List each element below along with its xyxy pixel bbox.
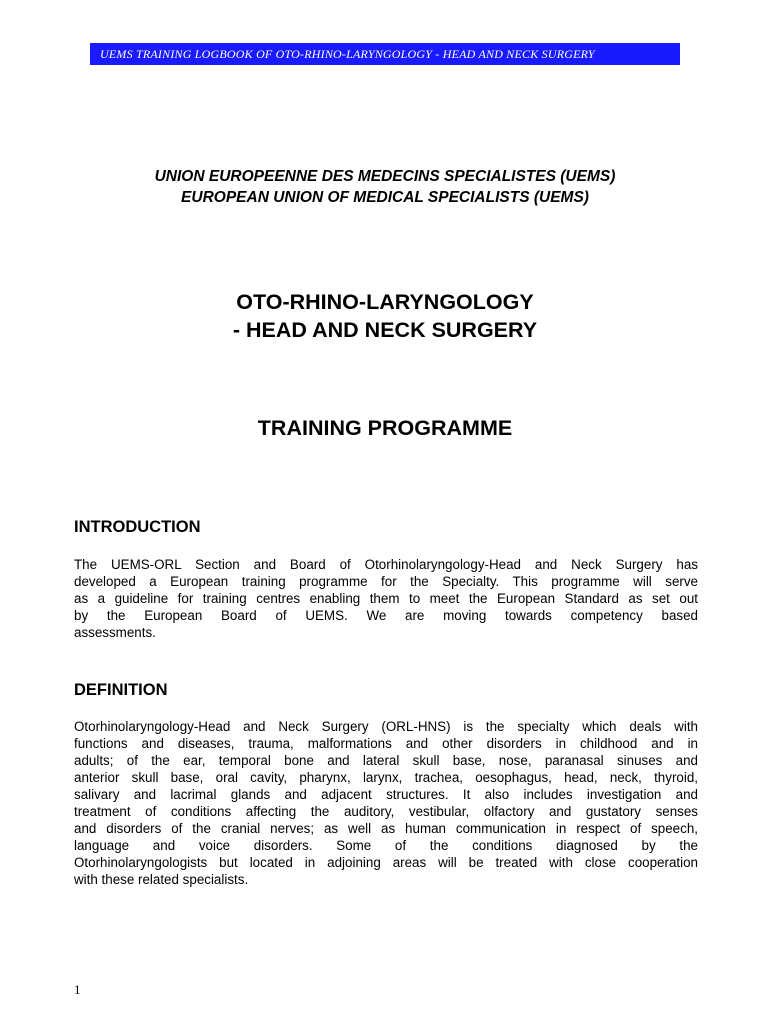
page-number: 1: [74, 982, 81, 997]
document-title: [0, 288, 770, 344]
definition-line: salivary and lacrimal glands and adjacent structures. It also includes investigation and: [74, 787, 698, 802]
document-title-line2: - HEAD AND NECK SURGERY: [232, 318, 538, 342]
definition-paragraph: [74, 718, 698, 888]
definition-line: with these related specialists.: [74, 872, 249, 887]
introduction-line: as a guideline for training centres enabling them to meet the European Standard as set out: [74, 591, 698, 606]
organization-line-english: EUROPEAN UNION OF MEDICAL SPECIALISTS (UEMS): [181, 189, 589, 206]
definition-line: language and voice disorders. Some of the conditions diagnosed by the: [74, 838, 698, 853]
introduction-line: assessments.: [74, 625, 156, 640]
introduction-heading: INTRODUCTION: [74, 518, 201, 536]
introduction-line: developed a European training programme for the Specialty. This programme will serve: [74, 574, 698, 589]
organization-line-french: UNION EUROPEENNE DES MEDECINS SPECIALISTES (UEMS): [154, 168, 616, 185]
definition-line: and disorders of the cranial nerves; as well as human communication in respect of speech,: [74, 821, 698, 836]
organization-heading: [0, 166, 770, 208]
document-subtitle: TRAINING PROGRAMME: [257, 416, 513, 440]
definition-line: Otorhinolaryngologists but located in adjoining areas will be treated with close cooperation: [74, 855, 698, 870]
definition-line: Otorhinolaryngology-Head and Neck Surgery (ORL-HNS) is the specialty which deals with: [74, 719, 698, 734]
document-title-line1: OTO-RHINO-LARYNGOLOGY: [236, 290, 534, 314]
definition-heading: DEFINITION: [74, 681, 168, 699]
definition-line: functions and diseases, trauma, malformations and other disorders in childhood and in: [74, 736, 698, 751]
definition-line: adults; of the ear, temporal bone and lateral skull base, nose, paranasal sinuses and: [74, 753, 698, 768]
definition-line: anterior skull base, oral cavity, pharynx, larynx, trachea, oesophagus, head, neck, thyroid,: [74, 770, 698, 785]
header-banner: UEMS TRAINING LOGBOOK OF OTO-RHINO-LARYNGOLOGY - HEAD AND NECK SURGERY: [90, 43, 680, 65]
introduction-paragraph: [74, 556, 698, 641]
introduction-line: by the European Board of UEMS. We are moving towards competency based: [74, 608, 698, 623]
introduction-line: The UEMS-ORL Section and Board of Otorhinolaryngology-Head and Neck Surgery has: [74, 557, 698, 572]
definition-line: treatment of conditions affecting the auditory, vestibular, olfactory and gustatory senses: [74, 804, 698, 819]
